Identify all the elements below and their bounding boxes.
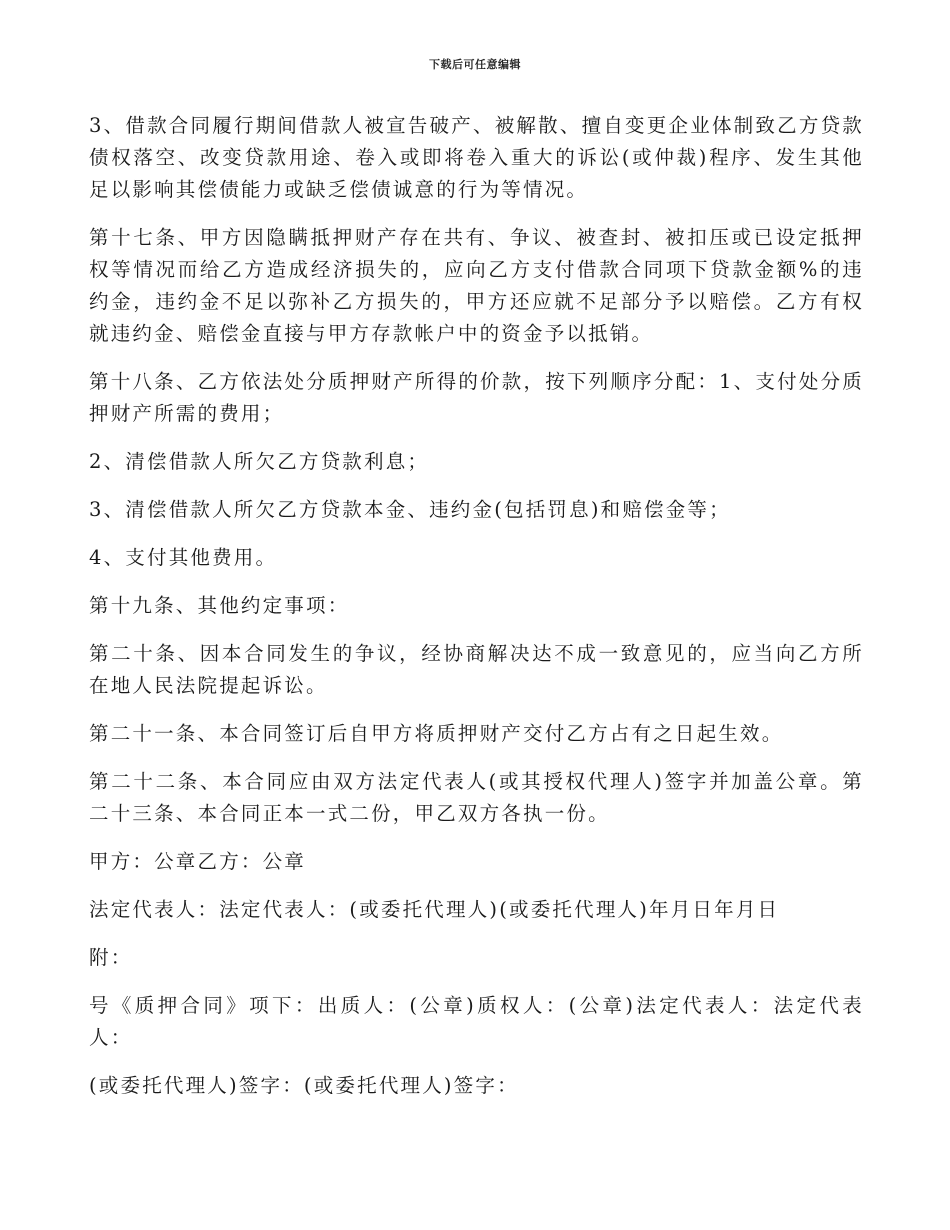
attachment-signature-line: (或委托代理人)签字：(或委托代理人)签字：	[89, 1074, 519, 1097]
article-18-item-2: 2、清偿借款人所欠乙方贷款利息；	[89, 450, 430, 473]
article-18-item-4: 4、支付其他费用。	[89, 546, 278, 569]
party-seal-line: 甲方：公章乙方：公章	[89, 850, 307, 873]
attachment-label: 附：	[89, 946, 133, 969]
page-header: 下载后可任意编辑	[429, 58, 521, 71]
clause-3-paragraph: 3、借款合同履行期间借款人被宣告破产、被解散、擅自变更企业体制致乙方贷款债权落空、改变贷款用途、卷入或即将卷入重大的诉讼(或仲裁)程序、发生其他足以影响其偿债能力或缺乏偿债诚意的行为等情况。	[89, 114, 864, 201]
article-18-paragraph: 第十八条、乙方依法处分质押财产所得的价款，按下列顺序分配：1、支付处分质押财产所需的费用；	[89, 370, 864, 425]
article-20-paragraph: 第二十条、因本合同发生的争议，经协商解决达不成一致意见的，应当向乙方所在地人民法院提起诉讼。	[89, 642, 864, 697]
article-19-paragraph: 第十九条、其他约定事项：	[89, 594, 350, 617]
attachment-parties-line: 号《质押合同》项下：出质人：(公章)质权人：(公章)法定代表人：法定代表人：	[89, 994, 864, 1049]
legal-representative-line: 法定代表人：法定代表人：(或委托代理人)(或委托代理人)年月日年月日	[89, 898, 780, 921]
article-17-paragraph: 第十七条、甲方因隐瞒抵押财产存在共有、争议、被查封、被扣压或已设定抵押权等情况而给乙方造成经济损失的，应向乙方支付借款合同项下贷款金额%的违约金，违约金不足以弥补乙方损失的，甲方还应就不足部分予以赔偿。乙方有权就违约金、赔偿金直接与甲方存款帐户中的资金予以抵销。	[89, 226, 864, 345]
article-21-paragraph: 第二十一条、本合同签订后自甲方将质押财产交付乙方占有之日起生效。	[89, 722, 784, 745]
document-body	[89, 110, 864, 1118]
article-18-item-3: 3、清偿借款人所欠乙方贷款本金、违约金(包括罚息)和赔偿金等；	[89, 498, 731, 521]
article-22-23-paragraph: 第二十二条、本合同应由双方法定代表人(或其授权代理人)签字并加盖公章。第二十三条、本合同正本一式二份，甲乙双方各执一份。	[89, 770, 864, 825]
